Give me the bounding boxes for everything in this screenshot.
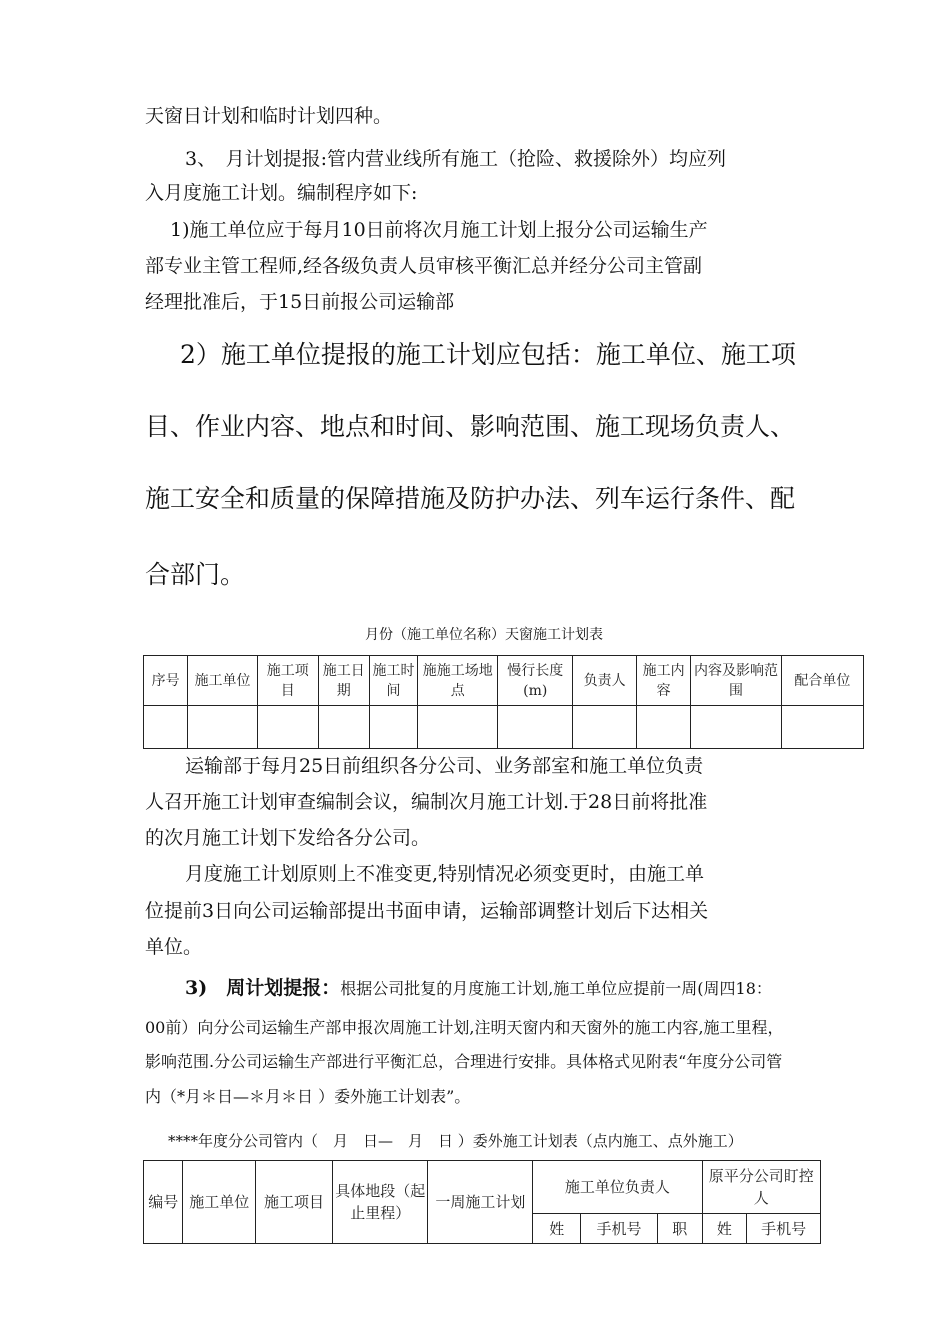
para-line-20: 内（*月＊日—＊月＊日 ）委外施工计划表”。 [145, 1087, 471, 1106]
para-line-16: 单位。 [145, 936, 203, 958]
table1-cell [369, 706, 417, 749]
table1-cell [418, 706, 498, 749]
table1-cell [573, 706, 637, 749]
table2-header-no: 编号 [144, 1161, 183, 1244]
para-line-17 [185, 976, 772, 1001]
table2-caption: ****年度分公司管内（ 月 日— 月 日 ）委外施工计划表（点内施工、点外施工） [168, 1132, 743, 1150]
table1-header-content: 施工内容 [636, 656, 690, 706]
table1-cell [318, 706, 369, 749]
para-line-8: 目、作业内容、地点和时间、影响范围、施工现场负责人、 [145, 412, 796, 441]
table1-cell [781, 706, 863, 749]
para-line-2: 3、 月计划提报:管内营业线所有施工（抢险、救援除外）均应列 [185, 148, 726, 170]
weekly-plan-heading: 3) 周计划提报： [185, 977, 341, 999]
para-line-1: 天窗日计划和临时计划四种。 [145, 105, 393, 127]
table2-header-monitor: 原平分公司盯控人 [702, 1161, 820, 1214]
table1-header-impact: 内容及影响范围 [691, 656, 781, 706]
table1-cell [257, 706, 318, 749]
table2-subheader-title: 职 [657, 1214, 702, 1244]
table1-header-unit: 施工单位 [188, 656, 258, 706]
table2-subheader-monitor-name: 姓 [702, 1214, 747, 1244]
table2-header-week-plan: 一周施工计划 [428, 1161, 533, 1244]
para-line-10: 合部门。 [145, 560, 246, 589]
para-line-13: 的次月施工计划下发给各分公司。 [145, 827, 431, 849]
table2 [143, 1160, 821, 1244]
table1-empty-row [144, 706, 864, 749]
table1-caption: 月份（施工单位名称）天窗施工计划表 [365, 627, 603, 643]
para-line-18: 00前）向分公司运输生产部申报次周施工计划,注明天窗内和天窗外的施工内容,施工里程， [145, 1018, 784, 1037]
table2-subheader-monitor-phone: 手机号 [747, 1214, 821, 1244]
para-line-3: 入月度施工计划。编制程序如下: [145, 182, 418, 204]
weekly-plan-text: 根据公司批复的月度施工计划,施工单位应提前一周(周四18： [340, 979, 772, 998]
para-line-6: 经理批准后，于15日前报公司运输部 [145, 291, 455, 313]
table1-header-date: 施工日期 [318, 656, 369, 706]
table1 [143, 655, 864, 749]
para-line-19: 影响范围.分公司运输生产部进行平衡汇总，合理进行安排。具体格式见附表“年度分公司管 [145, 1052, 783, 1071]
para-line-15: 位提前3日向公司运输部提出书面申请，运输部调整计划后下达相关 [145, 900, 709, 922]
para-line-4: 1)施工单位应于每月10日前将次月施工计划上报分公司运输生产 [170, 219, 708, 241]
table2-header-unit-person: 施工单位负责人 [533, 1161, 702, 1214]
table1-cell [188, 706, 258, 749]
table1-header-seq: 序号 [144, 656, 188, 706]
table2-subheader-name: 姓 [533, 1214, 581, 1244]
table1-header-slow-length: 慢行长度(m) [498, 656, 573, 706]
para-line-5: 部专业主管工程师,经各级负责人员审核平衡汇总并经分公司主管副 [145, 255, 703, 277]
table1-header-time: 施工时间 [369, 656, 417, 706]
table1-cell [498, 706, 573, 749]
para-line-9: 施工安全和质量的保障措施及防护办法、列车运行条件、配 [145, 484, 796, 513]
table2-header-project: 施工项目 [256, 1161, 333, 1244]
table1-header-project: 施工项目 [257, 656, 318, 706]
table2-subheader-phone: 手机号 [581, 1214, 658, 1244]
table2-header-unit: 施工单位 [183, 1161, 256, 1244]
table1-cell [691, 706, 781, 749]
para-line-11: 运输部于每月25日前组织各分公司、业务部室和施工单位负责 [185, 755, 704, 777]
para-line-14: 月度施工计划原则上不准变更,特别情况必须变更时，由施工单 [185, 863, 705, 885]
para-line-7: 2）施工单位提报的施工计划应包括：施工单位、施工项 [180, 340, 796, 369]
para-line-12: 人召开施工计划审查编制会议，编制次月施工计划.于28日前将批准 [145, 791, 708, 813]
table1-header-cooperate: 配合单位 [781, 656, 863, 706]
table1-header-site: 施施工场地点 [418, 656, 498, 706]
table2-header-section: 具体地段（起止里程） [332, 1161, 428, 1244]
table1-header-person: 负责人 [573, 656, 637, 706]
table1-cell [636, 706, 690, 749]
table1-cell [144, 706, 188, 749]
